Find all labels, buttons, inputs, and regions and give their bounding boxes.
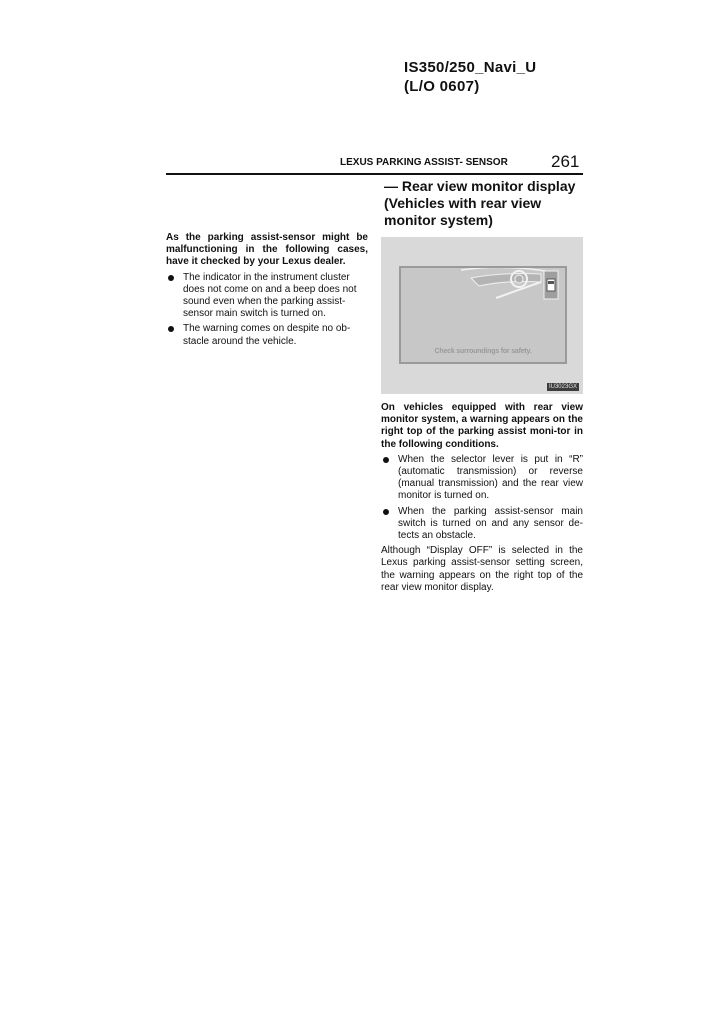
warning-intro: On vehicles equipped with rear view monitor system, a warning appears on the right top of the parking assist moni-tor in the following conditions. xyxy=(381,402,583,450)
section-header: LEXUS PARKING ASSIST- SENSOR xyxy=(340,157,508,168)
screen-message: Check surroundings for safety. xyxy=(434,348,532,355)
list-item: The indicator in the instrument cluster does not come on and a beep does not sound even when the parking assist-sensor main switch is turned on. xyxy=(166,272,368,321)
list-item: When the parking assist-sensor main switch is turned on and any sensor de-tects an obstacle. xyxy=(381,506,583,543)
page-number: 261 xyxy=(551,152,580,171)
rear-view-figure xyxy=(381,237,583,394)
malfunction-list xyxy=(166,272,368,348)
list-item: The warning comes on despite no ob-stacle around the vehicle. xyxy=(166,323,368,347)
document-id-line2: (L/O 0607) xyxy=(404,78,480,95)
document-id xyxy=(404,58,536,96)
display-off-note: Although “Display OFF” is selected in the Lexus parking assist-sensor setting screen, the warning appears on the right top of the rear view monitor display. xyxy=(381,545,583,593)
left-column xyxy=(166,232,368,351)
list-item: When the selector lever is put in “R” (automatic transmission) or reverse (manual transmission) and the rear view monitor is turned on. xyxy=(381,454,583,503)
figure-code: IU3023GX xyxy=(548,384,577,390)
malfunction-intro: As the parking assist-sensor might be malfunctioning in the following cases, have it checked by your Lexus dealer. xyxy=(166,232,368,268)
guide-line-lower xyxy=(496,282,541,298)
car-bumper-shape xyxy=(471,274,541,287)
rear-view-subtitle: — Rear view monitor display (Vehicles with rear view monitor system) xyxy=(384,178,576,228)
warning-conditions-list xyxy=(381,454,583,542)
right-column xyxy=(381,402,583,594)
guide-line-upper xyxy=(461,268,551,272)
monitor-screen xyxy=(399,266,567,364)
header-rule xyxy=(166,173,583,175)
document-id-line1: IS350/250_Navi_U xyxy=(404,59,537,76)
